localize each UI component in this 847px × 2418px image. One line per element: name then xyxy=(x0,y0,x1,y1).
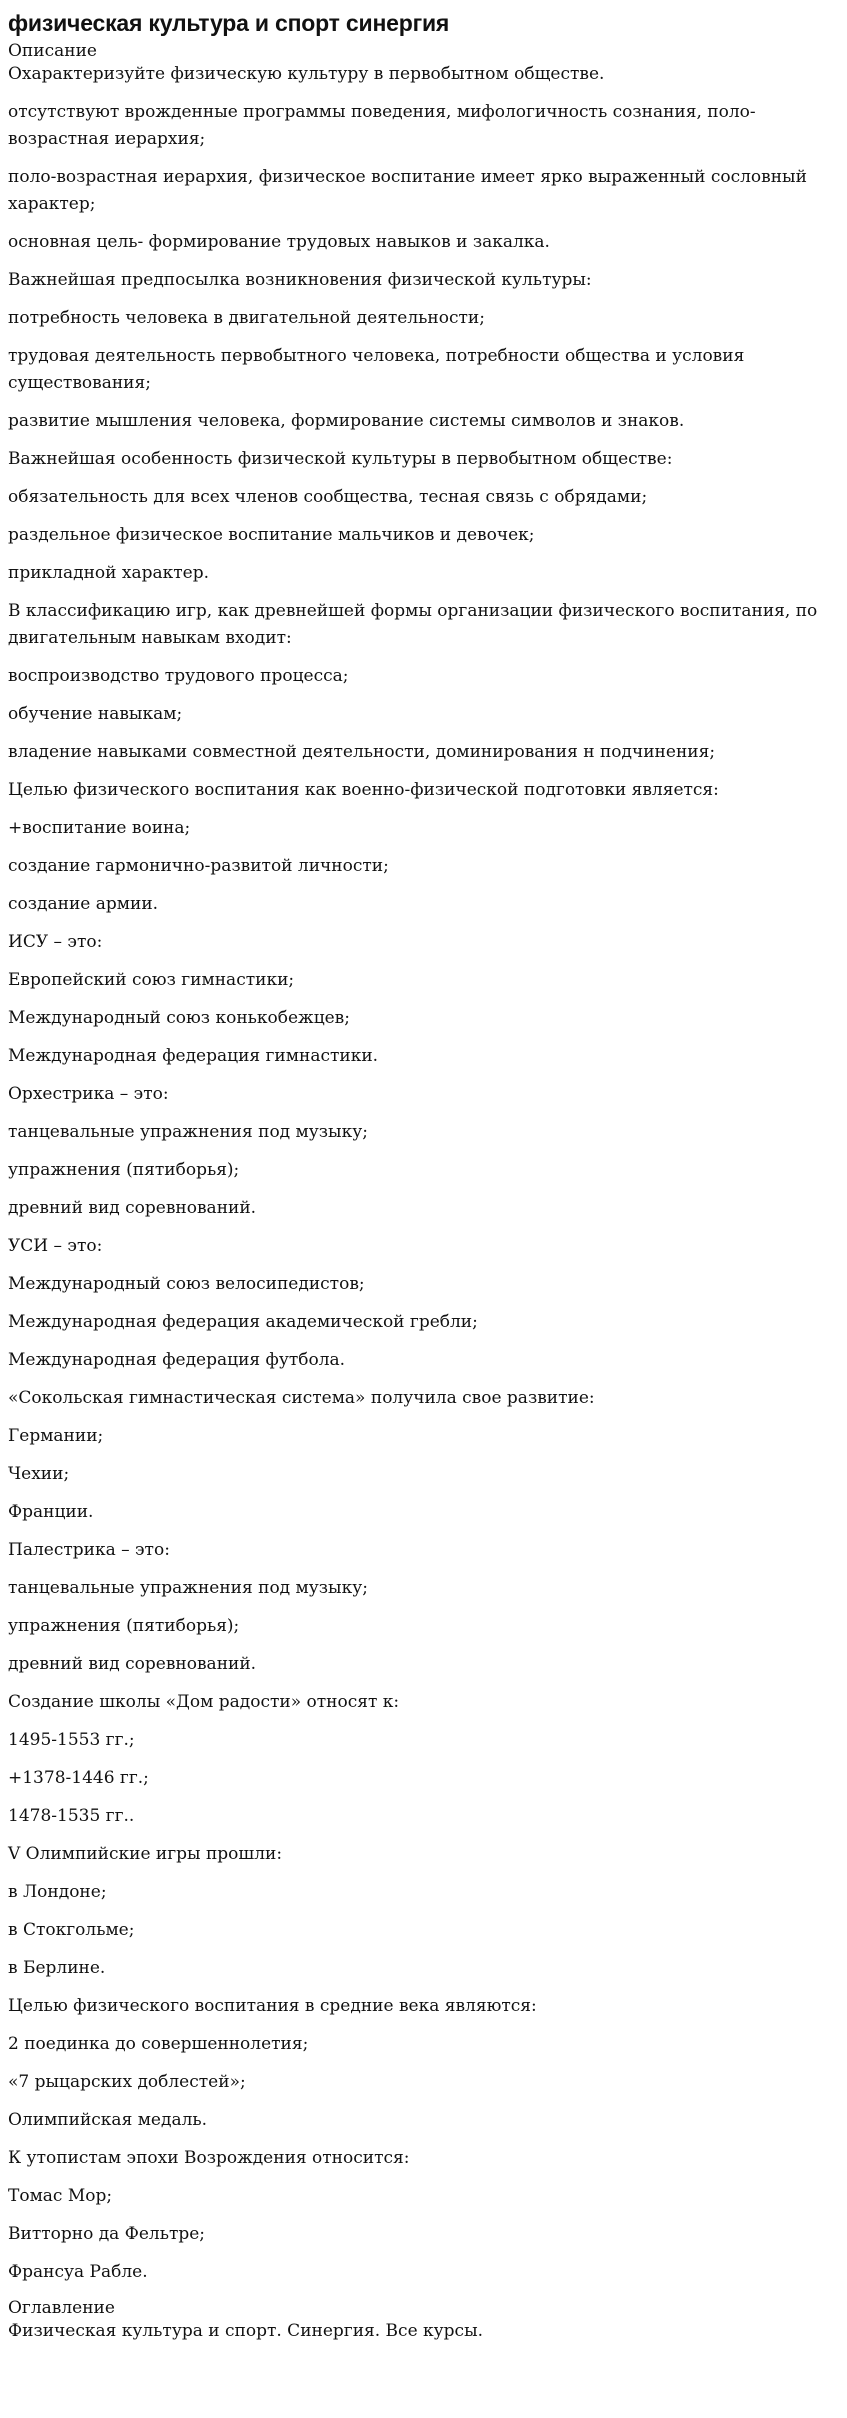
paragraph: в Берлине. xyxy=(8,1958,106,1978)
paragraph: создание гармонично-развитой личности; xyxy=(8,856,389,876)
paragraph: +1378-1446 гг.; xyxy=(8,1768,149,1788)
paragraph: в Лондоне; xyxy=(8,1882,107,1902)
paragraph: обучение навыкам; xyxy=(8,704,183,724)
paragraph: раздельное физическое воспитание мальчиков и девочек; xyxy=(8,525,535,545)
paragraph: Целью физического воспитания как военно-физической подготовки является: xyxy=(8,780,719,800)
paragraph: Франции. xyxy=(8,1502,94,1522)
paragraph: Чехии; xyxy=(8,1464,70,1484)
paragraph: УСИ – это: xyxy=(8,1236,103,1256)
paragraph: 1478-1535 гг.. xyxy=(8,1806,135,1826)
paragraph: Международный союз велосипедистов; xyxy=(8,1274,365,1294)
intro-question: Охарактеризуйте физическую культуру в первобытном обществе. xyxy=(8,64,605,84)
paragraph: Орхестрика – это: xyxy=(8,1084,169,1104)
paragraph: Витторно да Фельтре; xyxy=(8,2224,206,2244)
paragraph: +воспитание воина; xyxy=(8,818,191,838)
paragraph: создание армии. xyxy=(8,894,159,914)
paragraph: Франсуа Рабле. xyxy=(8,2262,148,2282)
paragraph: упражнения (пятиборья); xyxy=(8,1160,240,1180)
paragraph: отсутствуют врожденные программы поведения, мифологичность сознания, поло-возрастная иерархия; xyxy=(8,102,756,149)
paragraph: древний вид соревнований. xyxy=(8,1654,257,1674)
paragraph: Томас Мор; xyxy=(8,2186,113,2206)
toc-label: Оглавление xyxy=(8,2298,115,2318)
paragraph: К утопистам эпохи Возрождения относится: xyxy=(8,2148,410,2168)
paragraph: Палестрика – это: xyxy=(8,1540,170,1560)
toc-link[interactable]: Физическая культура и спорт. Синергия. Все курсы. xyxy=(8,2321,484,2341)
paragraph: в Стокгольме; xyxy=(8,1920,135,1940)
paragraph: Международный союз конькобежцев; xyxy=(8,1008,350,1028)
paragraph: поло-возрастная иерархия, физическое воспитание имеет ярко выраженный сословный характер; xyxy=(8,167,807,214)
description-label: Описание xyxy=(8,41,97,61)
page-title: физическая культура и спорт синергия xyxy=(8,10,450,36)
paragraph: Важнейшая особенность физической культуры в первобытном обществе: xyxy=(8,449,673,469)
paragraph: трудовая деятельность первобытного человека, потребности общества и условия существования; xyxy=(8,346,745,393)
paragraph: Важнейшая предпосылка возникновения физической культуры: xyxy=(8,270,592,290)
paragraph-list xyxy=(8,99,838,2286)
paragraph: прикладной характер. xyxy=(8,563,209,583)
paragraph: Международная федерация академической гребли; xyxy=(8,1312,478,1332)
paragraph: танцевальные упражнения под музыку; xyxy=(8,1122,368,1142)
paragraph: Целью физического воспитания в средние века являются: xyxy=(8,1996,537,2016)
paragraph: Олимпийская медаль. xyxy=(8,2110,208,2130)
paragraph: 2 поединка до совершеннолетия; xyxy=(8,2034,309,2054)
paragraph: основная цель- формирование трудовых навыков и закалка. xyxy=(8,232,550,252)
paragraph: владение навыками совместной деятельности, доминирования н подчинения; xyxy=(8,742,716,762)
paragraph: упражнения (пятиборья); xyxy=(8,1616,240,1636)
paragraph: воспроизводство трудового процесса; xyxy=(8,666,349,686)
paragraph: древний вид соревнований. xyxy=(8,1198,257,1218)
paragraph: потребность человека в двигательной деятельности; xyxy=(8,308,485,328)
paragraph: В классификацию игр, как древнейшей формы организации физического воспитания, по двигательным навыкам входит: xyxy=(8,601,818,648)
document-page xyxy=(8,8,838,2343)
paragraph: танцевальные упражнения под музыку; xyxy=(8,1578,368,1598)
paragraph: V Олимпийские игры прошли: xyxy=(8,1844,283,1864)
paragraph: Германии; xyxy=(8,1426,104,1446)
paragraph: обязательность для всех членов сообщества, тесная связь с обрядами; xyxy=(8,487,648,507)
paragraph: «Сокольская гимнастическая система» получила свое развитие: xyxy=(8,1388,595,1408)
paragraph: Европейский союз гимнастики; xyxy=(8,970,295,990)
paragraph: Международная федерация футбола. xyxy=(8,1350,346,1370)
paragraph: Создание школы «Дом радости» относят к: xyxy=(8,1692,400,1712)
paragraph: Международная федерация гимнастики. xyxy=(8,1046,379,1066)
paragraph: ИСУ – это: xyxy=(8,932,103,952)
paragraph: развитие мышления человека, формирование системы символов и знаков. xyxy=(8,411,685,431)
paragraph: 1495-1553 гг.; xyxy=(8,1730,135,1750)
paragraph: «7 рыцарских доблестей»; xyxy=(8,2072,246,2092)
